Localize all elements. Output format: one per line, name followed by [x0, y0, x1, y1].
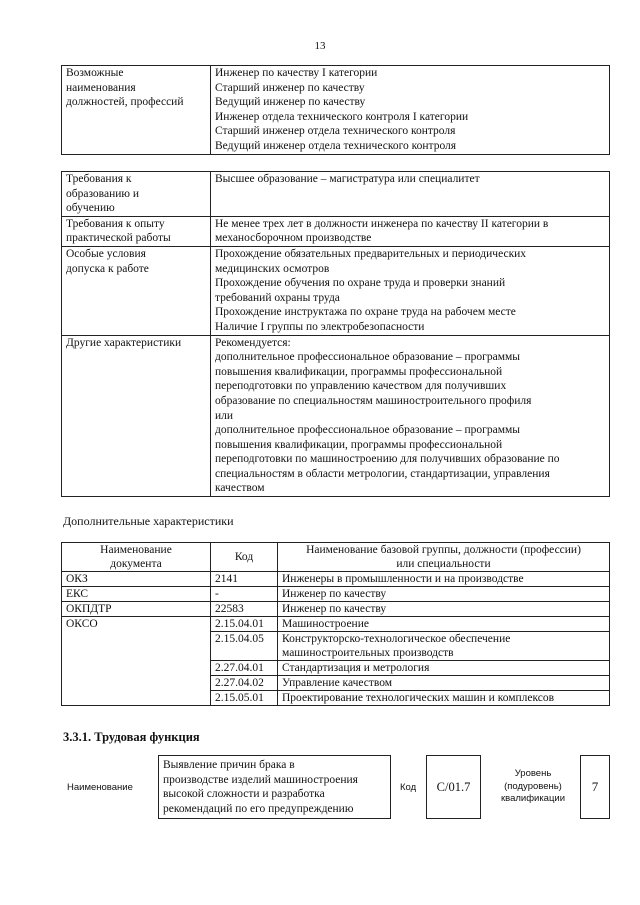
row-name: Управление качеством	[278, 676, 610, 691]
conditions-value-line: требований охраны труда	[215, 291, 340, 304]
row-name: Инженер по качеству	[278, 602, 610, 617]
header-doc-line: Наименование	[100, 544, 172, 556]
conditions-label-line: допуска к работе	[66, 262, 149, 275]
other-value-line: переподготовки по управлению качеством для получивших	[215, 380, 507, 393]
function-name-line: высокой сложности и разработка	[163, 788, 325, 801]
function-code-label: Код	[400, 782, 417, 793]
row-doc: ОКЗ	[62, 572, 211, 587]
function-name-line: рекомендаций по его предупреждению	[163, 802, 354, 815]
conditions-value-line: медицинских осмотров	[215, 262, 330, 275]
row-doc: ОКСО	[62, 617, 211, 706]
row-code: 22583	[211, 602, 278, 617]
requirements-table	[61, 171, 610, 497]
position-title: Ведущий инженер отдела технического контроля	[215, 139, 457, 152]
education-value	[211, 172, 610, 217]
positions-label-line: должностей, профессий	[66, 96, 184, 109]
other-value	[211, 335, 610, 497]
labor-function-title: 3.3.1. Трудовая функция	[63, 730, 200, 744]
table-row	[62, 587, 610, 602]
other-value-line: дополнительное профессиональное образование – программы	[215, 424, 520, 437]
row-name: Инженер по качеству	[278, 587, 610, 602]
qualification-level-value: 7	[591, 779, 599, 794]
row-name: Стандартизация и метрология	[278, 661, 610, 676]
other-value-line: специальностям в области метрологии, стандартизации, управления	[215, 467, 550, 480]
education-label-line: образованию и	[66, 187, 139, 200]
other-value-line: или	[215, 409, 234, 422]
other-value-line: дополнительное профессиональное образование – программы	[215, 351, 520, 364]
function-name-line: производстве изделий машиностроения	[163, 773, 358, 786]
header-name-line: Наименование базовой группы, должности (профессии)	[306, 544, 581, 556]
experience-value-line: механосборочном производстве	[215, 232, 372, 245]
other-value-line: переподготовки по машиностроению для получивших образование по	[215, 453, 560, 466]
header-code: Код	[211, 543, 278, 572]
other-value-line: Рекомендуется:	[215, 336, 291, 349]
conditions-value-line: Наличие I группы по электробезопасности	[215, 320, 425, 333]
row-code: 2141	[211, 572, 278, 587]
table-row	[62, 602, 610, 617]
qualification-level-label-line: (подуровень)	[504, 780, 562, 792]
other-label-line: Другие характеристики	[66, 336, 182, 349]
other-value-line: повышения квалификации, программы профессиональной	[215, 365, 503, 378]
conditions-label-line: Особые условия	[66, 247, 146, 260]
qualification-level-box	[580, 755, 610, 819]
conditions-label	[62, 246, 211, 335]
qualification-level-label	[493, 768, 573, 806]
function-name-label: Наименование	[67, 782, 133, 793]
function-name-box	[158, 755, 391, 819]
positions-row	[62, 66, 610, 155]
row-code: -	[211, 587, 278, 602]
function-code-value: C/01.7	[436, 779, 471, 794]
classifier-table	[61, 542, 610, 706]
conditions-value-line: Прохождение обязательных предварительных и периодических	[215, 247, 527, 260]
experience-row	[62, 216, 610, 246]
extra-characteristics-title: Дополнительные характеристики	[63, 514, 234, 528]
header-name-line: или специальности	[396, 558, 491, 570]
education-label-line: Требования к	[66, 173, 132, 185]
experience-label	[62, 216, 211, 246]
table-row	[62, 572, 610, 587]
row-code: 2.15.04.01	[211, 617, 278, 632]
conditions-value-line: Прохождение обучения по охране труда и проверки знаний	[215, 277, 506, 290]
conditions-value	[211, 246, 610, 335]
education-value-line: Высшее образование – магистратура или специалитет	[215, 173, 480, 185]
position-title: Инженер отдела технического контроля I категории	[215, 110, 469, 123]
experience-label-line: Требования к опыту	[66, 217, 165, 230]
page-number: 13	[314, 40, 326, 52]
conditions-row	[62, 246, 610, 335]
position-title: Ведущий инженер по качеству	[215, 96, 366, 109]
education-label	[62, 172, 211, 217]
row-name: Проектирование технологических машин и комплексов	[278, 691, 610, 706]
education-label-line: обучению	[66, 202, 115, 215]
row-code: 2.27.04.01	[211, 661, 278, 676]
row-name-line: машиностроительных производств	[282, 647, 454, 659]
other-value-line: образование по специальностям машиностроительного профиля	[215, 394, 532, 407]
row-name: Инженеры в промышленности и на производстве	[278, 572, 610, 587]
positions-label-line: наименования	[66, 81, 136, 94]
qualification-level-label-line: квалификации	[500, 793, 566, 804]
table-row	[62, 617, 610, 632]
other-label	[62, 335, 211, 497]
positions-label-line: Возможные	[66, 67, 124, 79]
positions-label-cell	[62, 66, 211, 155]
row-code: 2.15.05.01	[211, 691, 278, 706]
experience-label-line: практической работы	[66, 232, 171, 245]
header-doc-line: документа	[110, 558, 162, 570]
header-name	[278, 543, 610, 572]
row-doc: ОКПДТР	[62, 602, 211, 617]
position-title: Старший инженер отдела технического контроля	[215, 125, 456, 138]
experience-value-line: Не менее трех лет в должности инженера по качеству II категории в	[215, 217, 549, 230]
row-name	[278, 632, 610, 661]
row-doc: ЕКС	[62, 587, 211, 602]
row-name: Машиностроение	[278, 617, 610, 632]
other-row	[62, 335, 610, 497]
conditions-value-line: Прохождение инструктажа по охране труда на рабочем месте	[215, 306, 516, 319]
row-code: 2.15.04.05	[211, 632, 278, 661]
positions-value-cell	[211, 66, 610, 155]
other-value-line: качеством	[215, 482, 265, 495]
other-value-line: повышения квалификации, программы профессиональной	[215, 438, 503, 451]
position-title: Инженер по качеству I категории	[215, 67, 378, 79]
experience-value	[211, 216, 610, 246]
position-title: Старший инженер по качеству	[215, 81, 365, 94]
row-code: 2.27.04.02	[211, 676, 278, 691]
qualification-level-label-line: Уровень	[514, 768, 552, 779]
function-code-box	[426, 755, 481, 819]
classifier-header-row	[62, 543, 610, 572]
education-row	[62, 172, 610, 217]
function-name-line: Выявление причин брака в	[163, 759, 295, 771]
header-doc	[62, 543, 211, 572]
positions-table	[61, 65, 610, 155]
row-name-line: Конструкторско-технологическое обеспечение	[282, 633, 511, 645]
